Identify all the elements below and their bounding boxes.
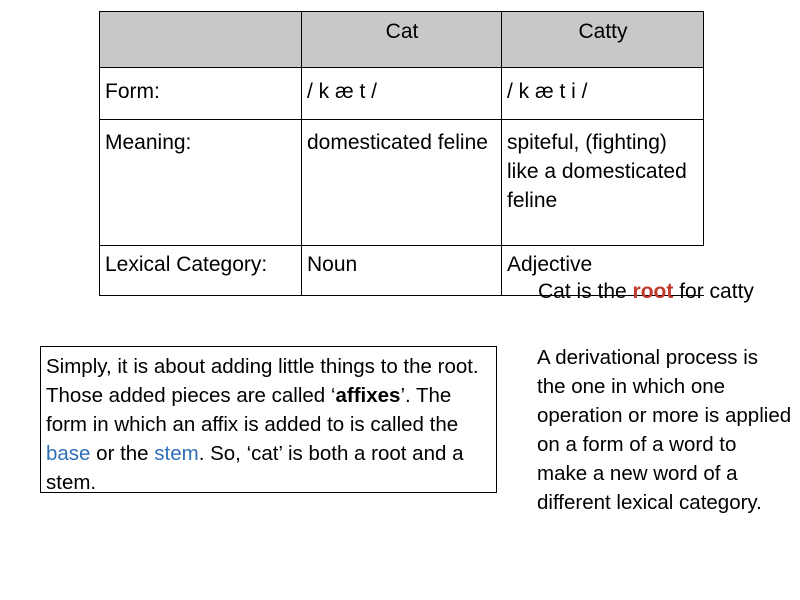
cell-catty-category: Adjective <box>502 246 704 296</box>
base-term: base <box>46 442 91 465</box>
table-row-meaning <box>100 120 704 246</box>
header-catty: Catty <box>502 12 704 68</box>
cell-cat-meaning: domesticated feline <box>302 120 502 246</box>
cell-cat-form: / k æ t / <box>302 68 502 120</box>
header-cat: Cat <box>302 12 502 68</box>
root-note <box>538 277 754 306</box>
root-note-after: for catty <box>673 280 754 303</box>
affix-text-1: Simply, it is about adding little things to the root. Those added pieces are called ‘ <box>46 355 479 407</box>
row-label-meaning: Meaning: <box>100 120 302 246</box>
affixes-term: affixes <box>335 384 401 407</box>
cell-catty-form: / k æ t i / <box>502 68 704 120</box>
lexical-comparison-table <box>99 11 704 296</box>
root-term: root <box>632 280 674 303</box>
affix-text-3: or the <box>90 442 155 465</box>
table-header-row <box>100 12 704 68</box>
affix-text-4: . So, ‘cat’ is both a root and a stem. <box>46 442 464 494</box>
row-label-lexical-category: Lexical Category: <box>100 246 302 296</box>
row-label-form: Form: <box>100 68 302 120</box>
root-note-before: Cat is the <box>538 280 633 303</box>
table-row-form <box>100 68 704 120</box>
stem-term: stem <box>154 442 199 465</box>
cell-cat-category: Noun <box>302 246 502 296</box>
affix-explanation-box <box>40 346 497 493</box>
header-empty-cell <box>100 12 302 68</box>
affix-text-2: ’. The form in which an affix is added to is called the <box>46 384 459 436</box>
cell-catty-meaning: spiteful, (fighting) like a domesticated feline <box>502 120 704 246</box>
derivation-definition: A derivational process is the one in which one operation or more is applied on a form of a word to make a new word of a different lexical category. <box>537 346 792 514</box>
